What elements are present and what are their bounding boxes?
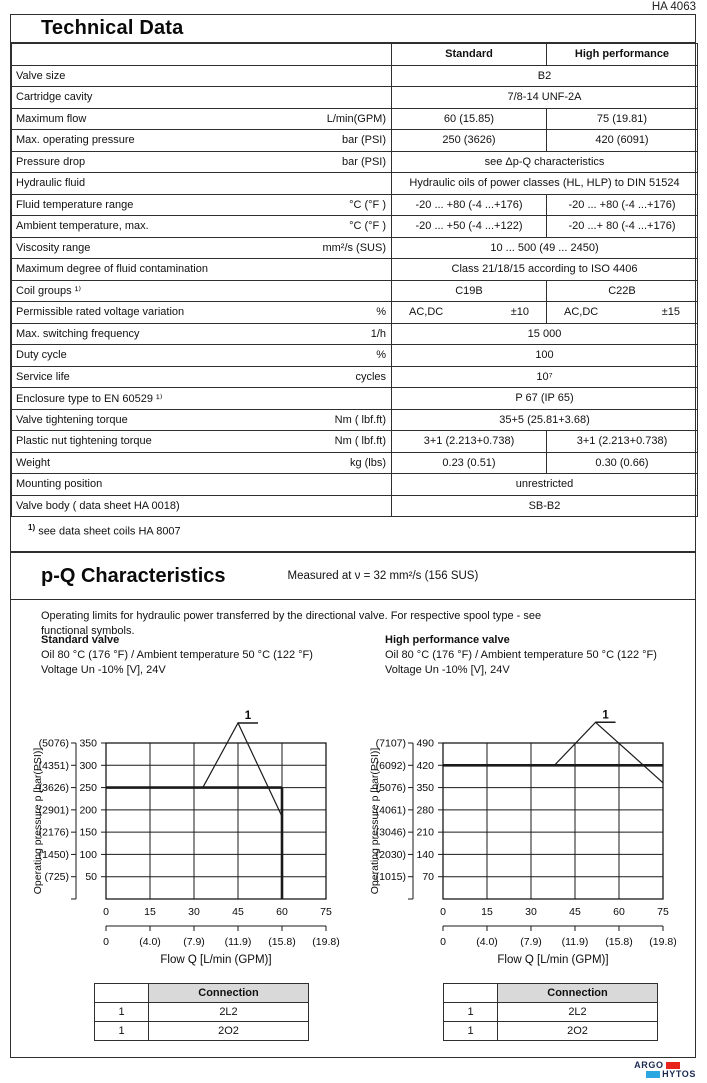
row-value: ±10	[510, 306, 529, 319]
footnote	[11, 517, 695, 538]
technical-data-title: Technical Data	[41, 17, 184, 39]
table-row	[12, 237, 698, 259]
x-tick-label-gpm: (19.8)	[649, 936, 677, 948]
y-tick-label-psi: (2176)	[38, 826, 69, 839]
row-unit: cycles	[355, 370, 386, 383]
x-tick-label-lmin: 45	[232, 906, 244, 918]
column-header-high-performance: High performance	[547, 44, 698, 66]
row-unit: kg (lbs)	[349, 456, 386, 469]
y-tick-label-psi: (5076)	[375, 782, 406, 795]
table-row	[12, 216, 698, 238]
table-row	[12, 452, 698, 474]
row-label: Valve tightening torque	[16, 413, 128, 426]
row-unit: °C (°F )	[349, 198, 386, 211]
row-label-cell	[12, 388, 392, 410]
y-axis-title: Operating pressure p [bar(PSI)]	[369, 747, 381, 895]
row-unit: %	[376, 306, 386, 319]
row-label-cell	[12, 151, 392, 173]
row-value-cell: 15 000	[392, 323, 698, 345]
row-value-cell: 0.23 (0.51)	[392, 452, 547, 474]
footnote-marker: 1)	[28, 523, 36, 532]
connection-header-row	[444, 984, 658, 1003]
row-label: Ambient temperature, max.	[16, 220, 149, 233]
y-tick-label-bar: 280	[416, 804, 434, 817]
row-unit: °C (°F )	[349, 220, 386, 233]
table-row	[12, 280, 698, 302]
technical-data-section	[10, 14, 696, 552]
logo-text-argo: ARGO	[634, 1060, 664, 1070]
row-unit: mm²/s (SUS)	[322, 241, 386, 254]
row-label: Permissible rated voltage variation	[16, 306, 185, 319]
x-tick-label-gpm: (7.9)	[520, 936, 542, 948]
row-value-cell: 100	[392, 345, 698, 367]
row-label-cell	[12, 366, 392, 388]
x-tick-label-lmin: 15	[481, 906, 493, 918]
x-tick-label-gpm: (11.9)	[561, 936, 589, 948]
standard-valve-pq-chart	[31, 697, 361, 974]
x-tick-label-gpm: 0	[440, 936, 446, 948]
row-unit: Nm ( lbf.ft)	[334, 435, 386, 448]
operating-limit-curve	[554, 722, 663, 782]
high-performance-valve-chart-block	[368, 633, 698, 1045]
y-tick-label-psi: (6092)	[375, 759, 406, 772]
row-value-cell: 60 (15.85)	[392, 108, 547, 130]
row-value-cell: 3+1 (2.213+0.738)	[547, 431, 698, 453]
row-unit: 1/h	[370, 327, 386, 340]
row-value: AC,DC	[409, 306, 444, 319]
logo-row-hytos	[646, 1070, 696, 1079]
y-tick-label-psi: (1015)	[375, 871, 406, 884]
table-header-row	[12, 44, 698, 66]
row-unit: %	[376, 349, 386, 362]
table-row	[12, 194, 698, 216]
row-value-cell: C22B	[547, 280, 698, 302]
row-label: Weight	[16, 456, 51, 469]
row-label-cell	[12, 474, 392, 496]
standard-valve-chart-head	[31, 633, 361, 678]
row-label: Max. operating pressure	[16, 134, 135, 147]
y-tick-label-psi: (4351)	[38, 759, 69, 772]
row-label-cell	[12, 173, 392, 195]
y-tick-label-bar: 490	[416, 737, 434, 750]
connection-empty-header	[444, 984, 498, 1003]
operating-limit-curve	[203, 723, 282, 817]
y-tick-label-bar: 420	[416, 759, 434, 772]
table-row	[12, 495, 698, 517]
x-tick-label-gpm: (15.8)	[268, 936, 296, 948]
table-row	[12, 388, 698, 410]
table-row	[12, 409, 698, 431]
row-label: Service life	[16, 370, 70, 383]
curve-label: 1	[602, 709, 609, 722]
x-tick-label-gpm: (7.9)	[183, 936, 205, 948]
connection-cell: 2O2	[149, 1022, 309, 1041]
row-value-cell: -20 ... +80 (-4 ...+176)	[392, 194, 547, 216]
row-label: Enclosure type to EN 60529 ¹⁾	[16, 392, 163, 405]
y-tick-label-bar: 300	[79, 759, 97, 772]
y-tick-label-psi: (4061)	[375, 804, 406, 817]
table-row	[12, 173, 698, 195]
row-value-cell: Hydraulic oils of power classes (HL, HLP) to DIN 51524	[392, 173, 698, 195]
pq-titlebar	[11, 553, 695, 600]
connection-row	[95, 1003, 309, 1022]
table-row	[12, 259, 698, 281]
row-value-cell: -20 ... +50 (-4 ...+122)	[392, 216, 547, 238]
row-value-cell: Class 21/18/15 according to ISO 4406	[392, 259, 698, 281]
row-label-cell	[12, 495, 392, 517]
x-tick-label-lmin: 75	[657, 906, 669, 918]
y-tick-label-psi: (725)	[44, 871, 69, 884]
y-tick-label-psi: (2901)	[38, 804, 69, 817]
table-row	[12, 130, 698, 152]
table-row	[12, 366, 698, 388]
pq-title: p-Q Characteristics	[41, 564, 226, 587]
y-tick-label-bar: 100	[79, 848, 97, 861]
row-label-cell	[12, 216, 392, 238]
row-value-cell	[547, 302, 698, 324]
pq-intro-line2: functional symbols.	[41, 625, 135, 637]
y-tick-label-bar: 70	[422, 871, 434, 884]
connection-row	[444, 1003, 658, 1022]
table-row	[12, 474, 698, 496]
connection-cell: 2L2	[498, 1003, 658, 1022]
x-tick-label-lmin: 15	[144, 906, 156, 918]
row-label-cell	[12, 87, 392, 109]
header-empty-cell	[12, 44, 392, 66]
x-tick-label-lmin: 60	[276, 906, 288, 918]
row-label: Maximum degree of fluid contamination	[16, 263, 208, 276]
logo-red-block-icon	[666, 1062, 680, 1069]
row-value-cell: -20 ...+ 80 (-4 ...+176)	[547, 216, 698, 238]
plot-border	[106, 743, 326, 899]
connection-cell: 1	[95, 1003, 149, 1022]
chart-condition-line: Voltage Un -10% [V], 24V	[385, 664, 510, 676]
x-tick-label-gpm: (19.8)	[312, 936, 340, 948]
connection-header: Connection	[498, 984, 658, 1003]
table-row	[12, 345, 698, 367]
chart-condition-line: Oil 80 °C (176 °F) / Ambient temperature 50 °C (122 °F)	[41, 649, 313, 661]
table-row	[12, 302, 698, 324]
row-label: Hydraulic fluid	[16, 177, 86, 190]
row-label-cell	[12, 130, 392, 152]
x-tick-label-lmin: 45	[569, 906, 581, 918]
row-label: Cartridge cavity	[16, 91, 93, 104]
chart-variant-title: Standard valve	[41, 634, 120, 646]
x-tick-label-gpm: (11.9)	[224, 936, 252, 948]
row-label-cell	[12, 194, 392, 216]
y-tick-label-psi: (7107)	[375, 737, 406, 750]
connection-header: Connection	[149, 984, 309, 1003]
y-tick-label-psi: (5076)	[38, 737, 69, 750]
y-tick-label-psi: (1450)	[38, 848, 69, 861]
connection-table	[443, 983, 658, 1041]
standard-valve-chart-block	[31, 633, 361, 1045]
row-value-cell	[392, 302, 547, 324]
row-label: Valve body ( data sheet HA 0018)	[16, 499, 180, 512]
row-unit: bar (PSI)	[341, 155, 386, 168]
measured-at-note: Measured at ν = 32 mm²/s (156 SUS)	[287, 570, 479, 582]
x-tick-label-gpm: (4.0)	[139, 936, 161, 948]
y-tick-label-psi: (2030)	[375, 848, 406, 861]
row-label: Fluid temperature range	[16, 198, 134, 211]
row-label: Valve size	[16, 69, 66, 82]
y-tick-label-bar: 200	[79, 804, 97, 817]
row-label: Mounting position	[16, 478, 103, 491]
row-value-cell: SB-B2	[392, 495, 698, 517]
x-axis-title: Flow Q [L/min (GPM)]	[160, 954, 272, 966]
row-label-cell	[12, 323, 392, 345]
high-performance-pq-chart	[368, 697, 698, 974]
row-label-cell	[12, 108, 392, 130]
connection-cell: 2L2	[149, 1003, 309, 1022]
row-label-cell	[12, 259, 392, 281]
connection-row	[95, 1022, 309, 1041]
row-value: ±15	[661, 306, 680, 319]
connection-table	[94, 983, 309, 1041]
connection-empty-header	[95, 984, 149, 1003]
chart-condition-line: Voltage Un -10% [V], 24V	[41, 664, 166, 676]
connection-cell: 1	[444, 1022, 498, 1041]
table-row	[12, 108, 698, 130]
row-value-cell: 10 ... 500 (49 ... 2450)	[392, 237, 698, 259]
chart-variant-title: High performance valve	[385, 634, 510, 646]
row-value-cell: 3+1 (2.213+0.738)	[392, 431, 547, 453]
argo-hytos-logo	[634, 1061, 696, 1079]
table-row	[12, 87, 698, 109]
x-tick-label-gpm: (15.8)	[605, 936, 633, 948]
x-axis-title: Flow Q [L/min (GPM)]	[497, 954, 609, 966]
x-tick-label-gpm: (4.0)	[476, 936, 498, 948]
technical-data-table	[11, 43, 698, 517]
y-axis-title: Operating pressure p [bar(PSI)]	[32, 747, 44, 895]
connection-cell: 1	[95, 1022, 149, 1041]
pq-characteristics-section	[10, 552, 696, 1058]
row-value-cell: 420 (6091)	[547, 130, 698, 152]
row-label-cell	[12, 302, 392, 324]
y-tick-label-bar: 250	[79, 782, 97, 795]
footnote-text: see data sheet coils HA 8007	[38, 525, 181, 538]
y-tick-label-bar: 50	[85, 871, 97, 884]
row-label: Maximum flow	[16, 112, 87, 125]
y-tick-label-bar: 350	[416, 782, 434, 795]
row-unit: bar (PSI)	[341, 134, 386, 147]
y-tick-label-bar: 140	[416, 848, 434, 861]
row-label: Coil groups ¹⁾	[16, 285, 82, 298]
row-value-cell: 7/8-14 UNF-2A	[392, 87, 698, 109]
row-value-cell: P 67 (IP 65)	[392, 388, 698, 410]
row-value-cell: B2	[392, 65, 698, 87]
row-label: Plastic nut tightening torque	[16, 435, 152, 448]
y-tick-label-psi: (3046)	[375, 826, 406, 839]
connection-cell: 1	[444, 1003, 498, 1022]
row-value-cell: 250 (3626)	[392, 130, 547, 152]
x-tick-label-lmin: 30	[525, 906, 537, 918]
connection-header-row	[95, 984, 309, 1003]
row-value-cell: unrestricted	[392, 474, 698, 496]
row-value-cell: see Δp-Q characteristics	[392, 151, 698, 173]
row-value: AC,DC	[564, 306, 599, 319]
table-row	[12, 151, 698, 173]
high-performance-chart-head	[368, 633, 698, 678]
x-tick-label-lmin: 60	[613, 906, 625, 918]
x-tick-label-lmin: 75	[320, 906, 332, 918]
x-tick-label-lmin: 0	[103, 906, 109, 918]
row-label-cell	[12, 345, 392, 367]
row-label-cell	[12, 431, 392, 453]
row-value-cell: C19B	[392, 280, 547, 302]
document-number: HA 4063	[651, 1, 696, 13]
y-tick-label-bar: 150	[79, 826, 97, 839]
table-row	[12, 65, 698, 87]
row-label-cell	[12, 65, 392, 87]
y-tick-label-bar: 350	[79, 737, 97, 750]
pq-intro-line1: Operating limits for hydraulic power transferred by the directional valve. For respective spool type - see	[41, 610, 542, 622]
row-value-cell: 10⁷	[392, 366, 698, 388]
x-tick-label-lmin: 30	[188, 906, 200, 918]
row-label-cell	[12, 452, 392, 474]
connection-cell: 2O2	[498, 1022, 658, 1041]
x-tick-label-lmin: 0	[440, 906, 446, 918]
y-tick-label-bar: 210	[416, 826, 434, 839]
row-label-cell	[12, 409, 392, 431]
row-value-cell: 75 (19.81)	[547, 108, 698, 130]
logo-blue-block-icon	[646, 1071, 660, 1078]
y-tick-label-psi: (3626)	[38, 782, 69, 795]
row-label-cell	[12, 237, 392, 259]
curve-label: 1	[244, 709, 252, 722]
row-label: Pressure drop	[16, 155, 86, 168]
row-label: Viscosity range	[16, 241, 91, 254]
row-label: Duty cycle	[16, 349, 67, 362]
row-label: Max. switching frequency	[16, 327, 140, 340]
row-label-cell	[12, 280, 392, 302]
row-unit: Nm ( lbf.ft)	[334, 413, 386, 426]
row-value-cell: 0.30 (0.66)	[547, 452, 698, 474]
logo-text-hytos: HYTOS	[662, 1069, 696, 1079]
row-value-cell: 35+5 (25.81+3.68)	[392, 409, 698, 431]
table-row	[12, 323, 698, 345]
table-row	[12, 431, 698, 453]
x-tick-label-gpm: 0	[103, 936, 109, 948]
chart-condition-line: Oil 80 °C (176 °F) / Ambient temperature 50 °C (122 °F)	[385, 649, 657, 661]
row-value-cell: -20 ... +80 (-4 ...+176)	[547, 194, 698, 216]
connection-row	[444, 1022, 658, 1041]
column-header-standard: Standard	[392, 44, 547, 66]
row-unit: L/min(GPM)	[326, 112, 386, 125]
technical-data-titlebar	[11, 15, 695, 43]
